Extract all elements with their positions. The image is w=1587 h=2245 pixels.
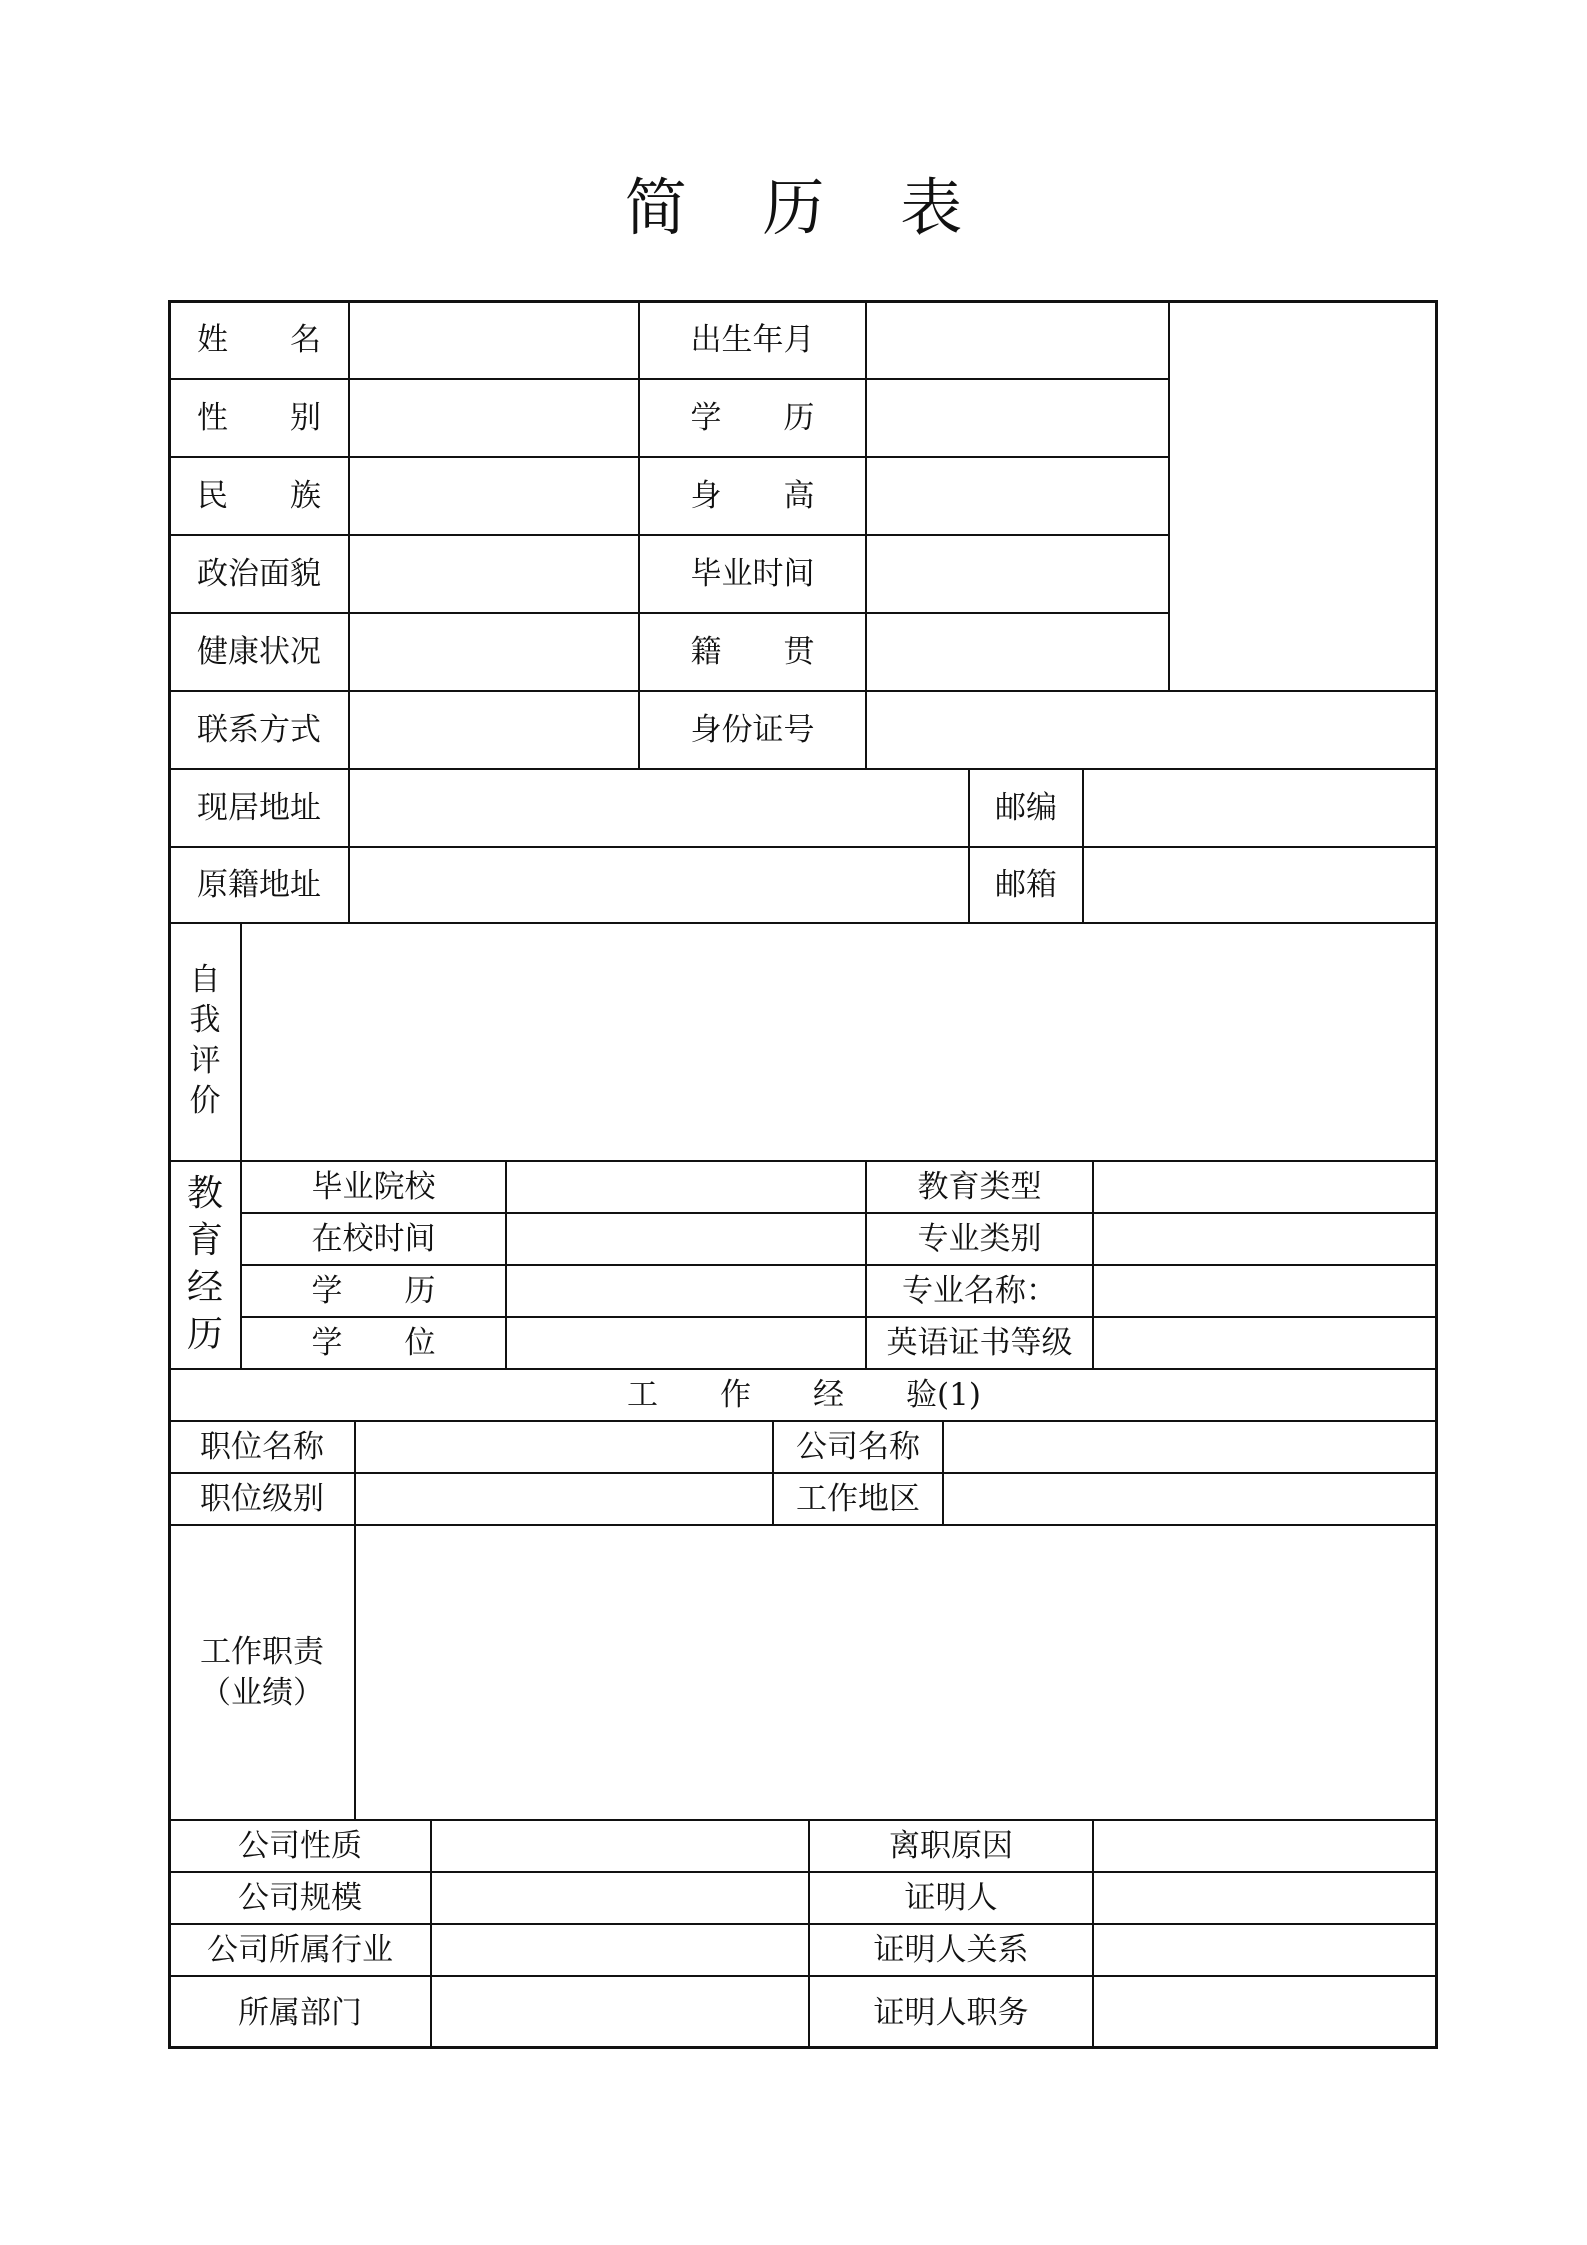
field-period[interactable]: [505, 1212, 865, 1264]
label-gender: 性 别: [168, 378, 348, 456]
field-position[interactable]: [354, 1420, 772, 1472]
edu-heading-char: 历: [186, 1313, 223, 1355]
field-school[interactable]: [505, 1160, 865, 1212]
work-heading: 工 作 经 验(1): [168, 1368, 1438, 1420]
field-nature[interactable]: [430, 1819, 808, 1871]
field-scale[interactable]: [430, 1871, 808, 1923]
label-email: 邮箱: [968, 846, 1082, 922]
label-address: 现居地址: [168, 768, 348, 846]
label-reason: 离职原因: [808, 1819, 1092, 1871]
page-title: 简 历 表: [624, 171, 991, 244]
field-industry[interactable]: [430, 1923, 808, 1975]
field-reason[interactable]: [1092, 1819, 1438, 1871]
field-political[interactable]: [348, 534, 638, 612]
label-political: 政治面貌: [168, 534, 348, 612]
field-grad-time[interactable]: [865, 534, 1168, 612]
self-eval-char: 价: [189, 1082, 221, 1119]
field-degree-level[interactable]: [505, 1264, 865, 1316]
label-company: 公司名称: [772, 1420, 942, 1472]
label-postcode: 邮编: [968, 768, 1082, 846]
field-ref-relation[interactable]: [1092, 1923, 1438, 1975]
label-ethnicity: 民 族: [168, 456, 348, 534]
label-birth: 出生年月: [638, 300, 865, 378]
label-ref-relation: 证明人关系: [808, 1923, 1092, 1975]
label-major-name: 专业名称：: [865, 1264, 1092, 1316]
field-degree[interactable]: [505, 1316, 865, 1368]
field-duties[interactable]: [354, 1524, 1438, 1819]
field-height[interactable]: [865, 456, 1168, 534]
label-department: 所属部门: [168, 1975, 430, 2049]
edu-heading-char: 经: [186, 1267, 223, 1308]
field-english[interactable]: [1092, 1316, 1438, 1368]
label-height: 身 高: [638, 456, 865, 534]
field-email[interactable]: [1082, 846, 1438, 922]
label-education-history: [168, 1160, 240, 1368]
duties-sub-label: （业绩）: [200, 1674, 324, 1711]
field-contact[interactable]: [348, 690, 638, 768]
field-origin-address[interactable]: [348, 846, 968, 922]
field-id-number[interactable]: [865, 690, 1438, 768]
field-level[interactable]: [354, 1472, 772, 1524]
label-education: 学 历: [638, 378, 865, 456]
field-reference[interactable]: [1092, 1871, 1438, 1923]
label-degree: 学 位: [240, 1316, 505, 1368]
label-contact: 联系方式: [168, 690, 348, 768]
duties-label: 工作职责: [200, 1634, 324, 1671]
field-department[interactable]: [430, 1975, 808, 2049]
label-name: 姓 名: [168, 300, 348, 378]
edu-heading-char: 教: [186, 1173, 223, 1215]
field-address[interactable]: [348, 768, 968, 846]
field-native[interactable]: [865, 612, 1168, 690]
field-name[interactable]: [348, 300, 638, 378]
field-major-type[interactable]: [1092, 1212, 1438, 1264]
label-major-type: 专业类别: [865, 1212, 1092, 1264]
photo-box: [1168, 300, 1438, 690]
label-scale: 公司规模: [168, 1871, 430, 1923]
field-postcode[interactable]: [1082, 768, 1438, 846]
field-ref-title[interactable]: [1092, 1975, 1438, 2049]
self-eval-char: 我: [189, 1002, 221, 1039]
label-id-number: 身份证号: [638, 690, 865, 768]
field-gender[interactable]: [348, 378, 638, 456]
field-birth[interactable]: [865, 300, 1168, 378]
self-eval-char: 自: [189, 962, 221, 998]
label-industry: 公司所属行业: [168, 1923, 430, 1975]
label-self-eval: [168, 922, 240, 1160]
label-edu-type: 教育类型: [865, 1160, 1092, 1212]
label-english: 英语证书等级: [865, 1316, 1092, 1368]
label-duties: [168, 1524, 354, 1819]
label-period: 在校时间: [240, 1212, 505, 1264]
label-grad-time: 毕业时间: [638, 534, 865, 612]
label-reference: 证明人: [808, 1871, 1092, 1923]
label-health: 健康状况: [168, 612, 348, 690]
edu-heading-char: 育: [186, 1220, 223, 1262]
field-ethnicity[interactable]: [348, 456, 638, 534]
label-degree-level: 学 历: [240, 1264, 505, 1316]
label-school: 毕业院校: [240, 1160, 505, 1212]
field-major-name[interactable]: [1092, 1264, 1438, 1316]
field-edu-type[interactable]: [1092, 1160, 1438, 1212]
label-region: 工作地区: [772, 1472, 942, 1524]
label-level: 职位级别: [168, 1472, 354, 1524]
label-origin-address: 原籍地址: [168, 846, 348, 922]
label-position: 职位名称: [168, 1420, 354, 1472]
label-nature: 公司性质: [168, 1819, 430, 1871]
field-education[interactable]: [865, 378, 1168, 456]
label-native: 籍 贯: [638, 612, 865, 690]
field-region[interactable]: [942, 1472, 1438, 1524]
field-health[interactable]: [348, 612, 638, 690]
field-self-eval[interactable]: [240, 922, 1438, 1160]
self-eval-char: 评: [189, 1042, 221, 1079]
label-ref-title: 证明人职务: [808, 1975, 1092, 2049]
field-company[interactable]: [942, 1420, 1438, 1472]
